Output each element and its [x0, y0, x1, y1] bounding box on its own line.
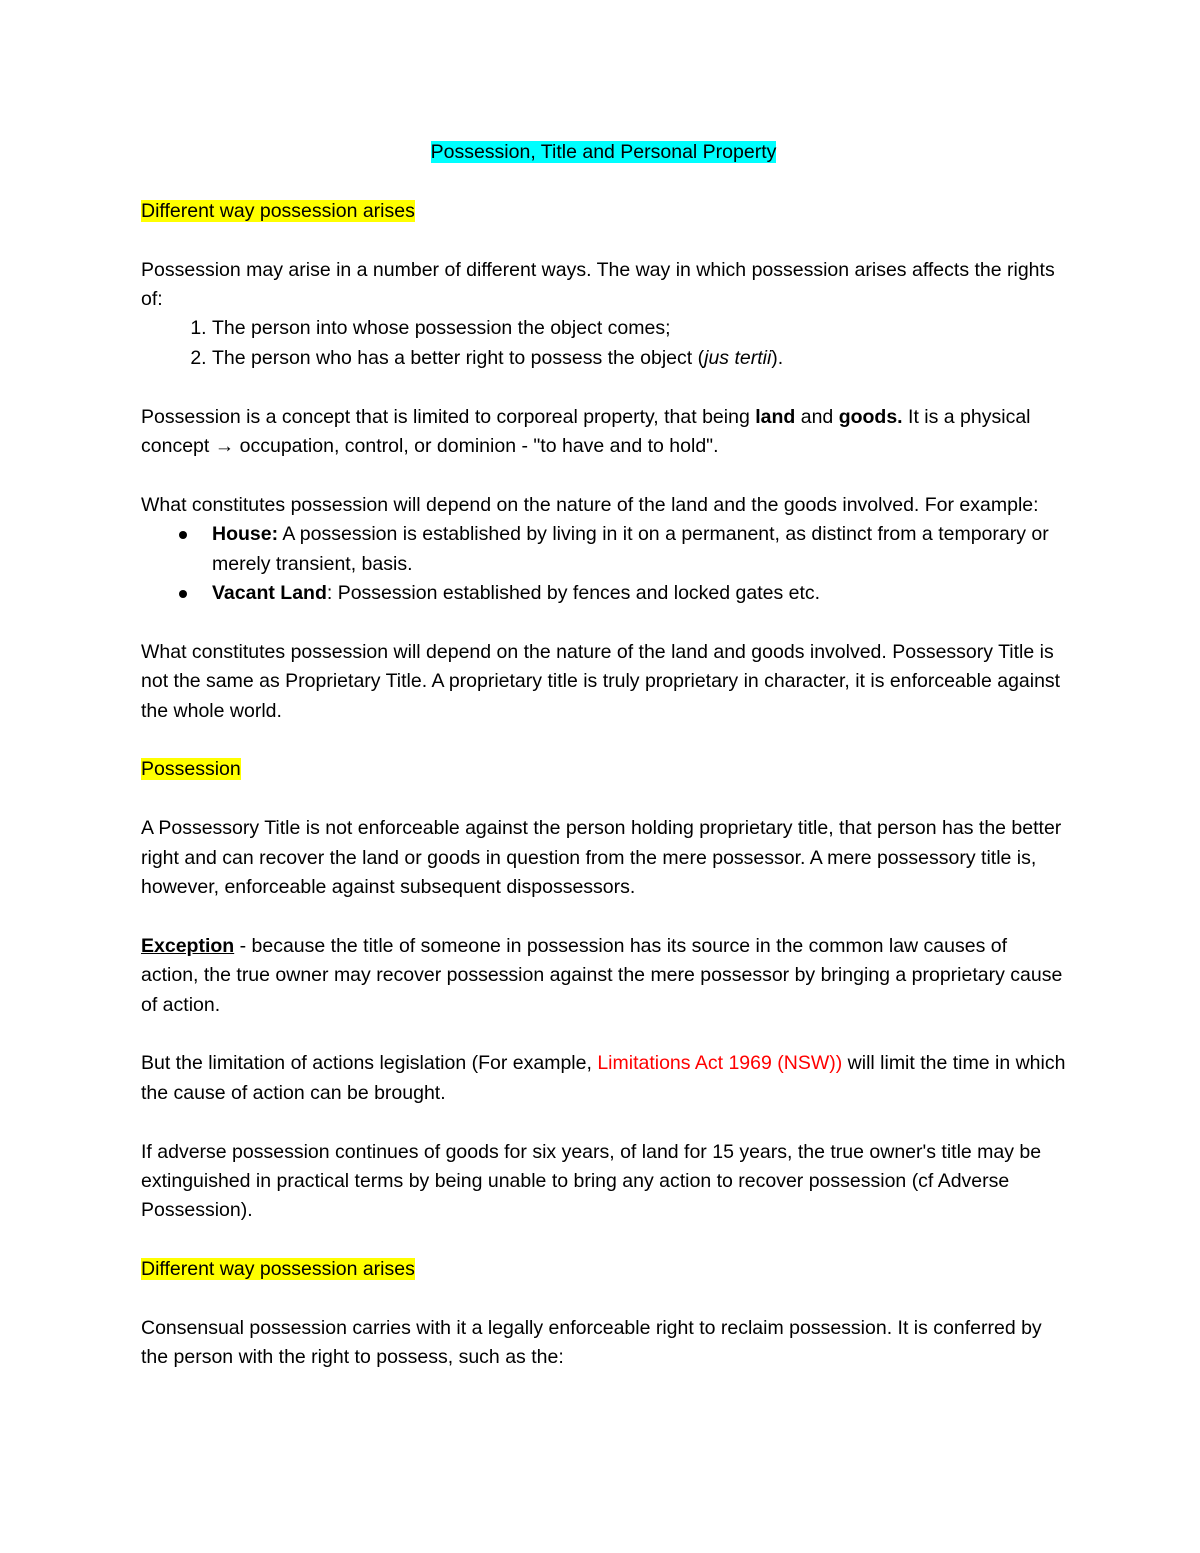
text-run: But the limitation of actions legislation (For example,: [141, 1052, 598, 1075]
list-item: [212, 344, 1066, 373]
paragraph: [141, 932, 1066, 1020]
heading-line: [141, 1255, 1066, 1284]
list-item: [212, 579, 1066, 608]
section-heading: Different way possession arises: [141, 1258, 415, 1281]
document-body: [141, 138, 1066, 1373]
paragraph: A Possessory Title is not enforceable against the person holding proprietary title, that person has the better right and can recover the land or goods in question from the mere possessor. A mere possessory title is, however, enforceable against subsequent dispossessors.: [141, 817, 1062, 899]
numbered-list: [141, 314, 1066, 373]
list-item: [212, 314, 1066, 343]
document-title-line: [141, 138, 1066, 167]
paragraph: If adverse possession continues of goods for six years, of land for 15 years, the true owner's title may be extinguished in practical terms by being unable to bring any action to recover possession (cf Adverse Possession).: [141, 1140, 1042, 1222]
list-item: [212, 520, 1066, 579]
paragraph: [141, 1049, 1066, 1108]
text-run: It is a physical concept → occupation, control, or dominion - "to have and to hold".: [141, 405, 1031, 458]
heading-line: [141, 197, 1066, 226]
italic-term: jus tertii: [704, 346, 772, 369]
text-run: and: [795, 405, 839, 428]
bullet-icon: [179, 531, 187, 539]
exception-label: Exception: [141, 934, 235, 957]
section-heading: Possession: [141, 758, 241, 781]
bullet-icon: [179, 590, 187, 598]
paragraph: What constitutes possession will depend on the nature of the land and the goods involved. For example:: [141, 493, 1039, 516]
paragraph: [141, 403, 1066, 462]
statute-reference: Limitations Act 1969 (NSW)): [597, 1052, 843, 1075]
bold-term: House:: [212, 523, 279, 546]
bullet-list: [141, 520, 1066, 608]
list-item-text: ).: [771, 346, 784, 369]
paragraph: What constitutes possession will depend on the nature of the land and goods involved. Possessory Title is not the same as Proprietary Title. A proprietary title is truly proprietary in character, it is enforceable against the whole world.: [141, 640, 1061, 722]
list-item-text: A possession is established by living in it on a permanent, as distinct from a temporary or merely transient, basis.: [212, 523, 1049, 575]
paragraph: Consensual possession carries with it a legally enforceable right to reclaim possession. It is conferred by the person with the right to possess, such as the:: [141, 1317, 1042, 1369]
document-title: Possession, Title and Personal Property: [430, 141, 777, 163]
bold-term: goods.: [838, 405, 903, 428]
paragraph: Possession may arise in a number of different ways. The way in which possession arises affects the rights of:: [141, 258, 1055, 310]
text-run: Possession is a concept that is limited to corporeal property, that being: [141, 405, 756, 428]
text-run: will limit the time in which the cause of action can be brought.: [141, 1052, 1066, 1104]
bold-term: Vacant Land: [212, 582, 327, 605]
list-item-text: The person who has a better right to possess the object (: [212, 346, 705, 369]
text-run: - because the title of someone in possession has its source in the common law causes of action, the true owner may recover possession against the mere possessor by bringing a proprietary cause of action.: [141, 934, 1063, 1016]
bold-term: land: [755, 405, 796, 428]
heading-line: [141, 755, 1066, 784]
section-heading: Different way possession arises: [141, 199, 415, 222]
list-item-text: The person into whose possession the object comes;: [212, 317, 671, 340]
list-item-text: : Possession established by fences and locked gates etc.: [326, 582, 821, 605]
